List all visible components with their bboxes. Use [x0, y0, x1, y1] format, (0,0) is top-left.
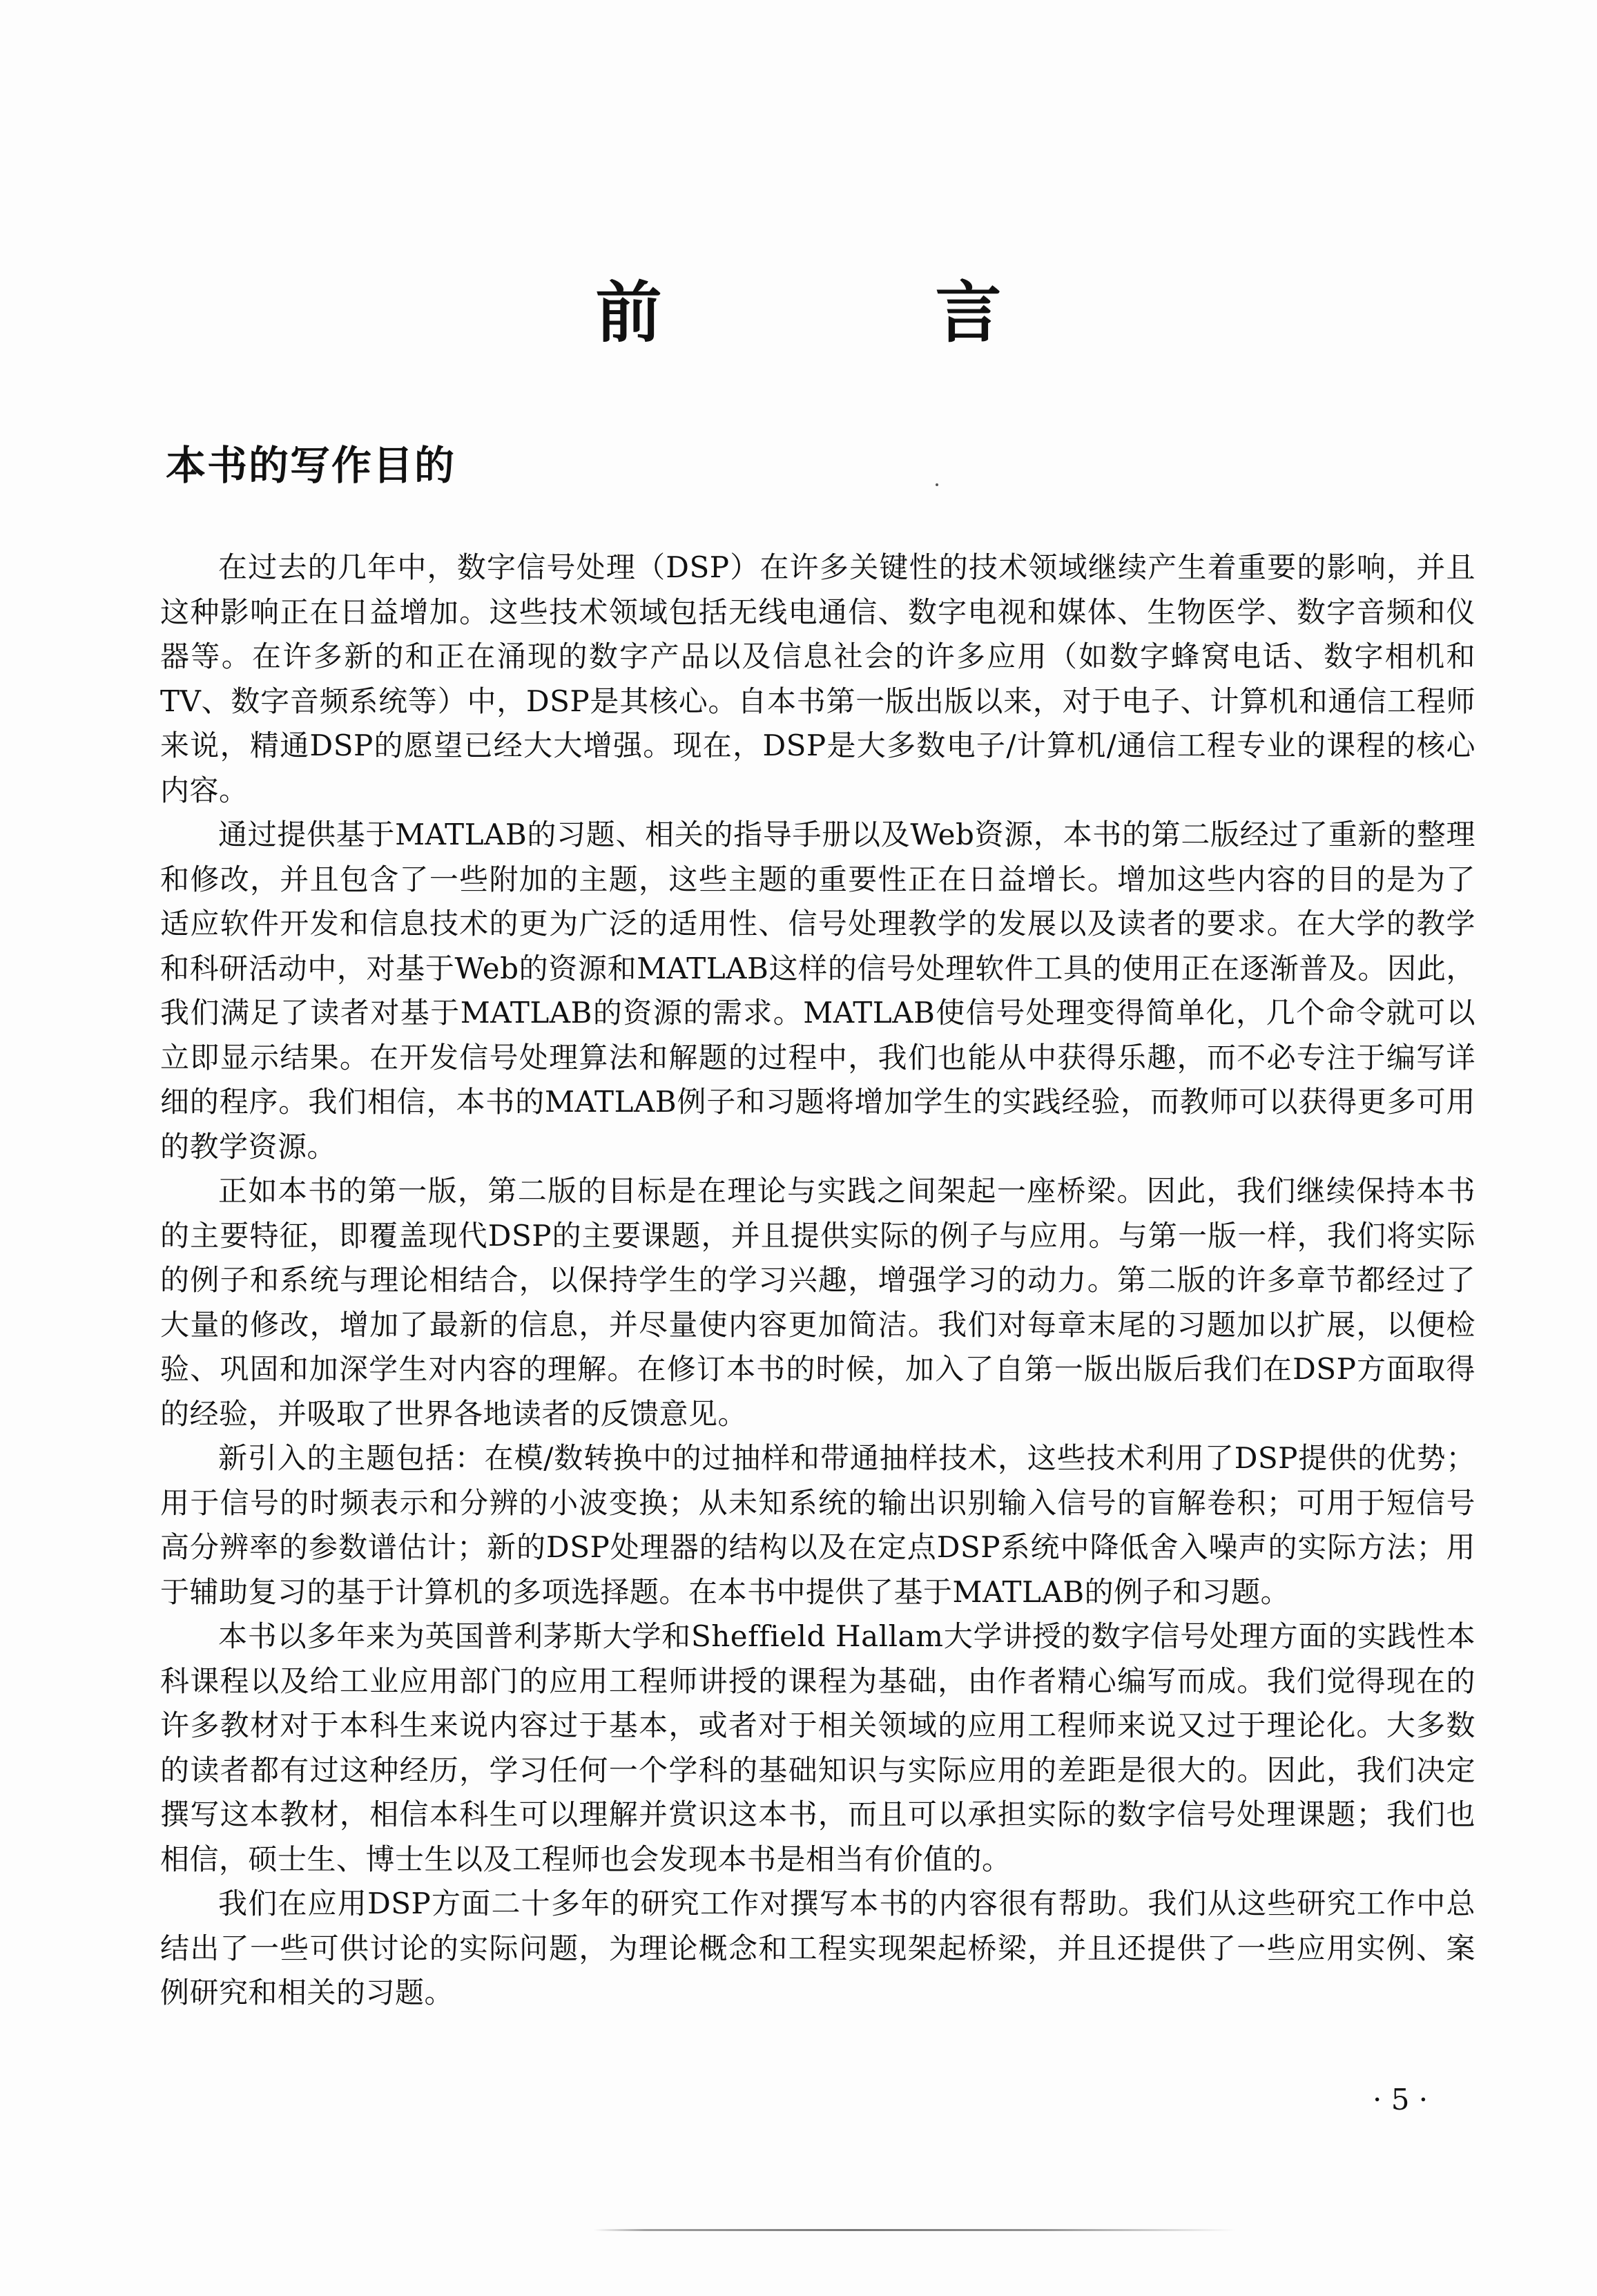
page-number: · 5 · — [1373, 2083, 1429, 2116]
paragraph-6: 我们在应用DSP方面二十多年的研究工作对撰写本书的内容很有帮助。我们从这些研究工作中总结出了一些可供讨论的实际问题，为理论概念和工程实现架起桥梁，并且还提供了一些应用实例、案例研究和相关的习题。 — [160, 1887, 1475, 2009]
paragraph-1: 在过去的几年中，数字信号处理（DSP）在许多关键性的技术领域继续产生着重要的影响，并且这种影响正在日益增加。这些技术领域包括无线电通信、数字电视和媒体、生物医学、数字音频和仪器等。在许多新的和正在涌现的数字产品以及信息社会的许多应用（如数字蜂窝电话、数字相机和TV、数字音频系统等）中，DSP是其核心。自本书第一版出版以来，对于电子、计算机和通信工程师来说，精通DSP的愿望已经大大增强。现在，DSP是大多数电子/计算机/通信工程专业的课程的核心内容。 — [160, 550, 1475, 807]
paragraph-3: 正如本书的第一版，第二版的目标是在理论与实践之间架起一座桥梁。因此，我们继续保持本书的主要特征，即覆盖现代DSP的主要课题，并且提供实际的例子与应用。与第一版一样，我们将实际的例子和系统与理论相结合，以保持学生的学习兴趣，增强学习的动力。第二版的许多章节都经过了大量的修改，增加了最新的信息，并尽量使内容更加简洁。我们对每章末尾的习题加以扩展，以便检验、巩固和加深学生对内容的理解。在修订本书的时候，加入了自第一版出版后我们在DSP方面取得的经验，并吸取了世界各地读者的反馈意见。 — [160, 1174, 1475, 1431]
scan-speck — [936, 483, 938, 486]
body-text — [160, 546, 1475, 2016]
paragraph-2: 通过提供基于MATLAB的习题、相关的指导手册以及Web资源，本书的第二版经过了重新的整理和修改，并且包含了一些附加的主题，这些主题的重要性正在日益增长。增加这些内容的目的是为了适应软件开发和信息技术的更为广泛的适用性、信号处理教学的发展以及读者的要求。在大学的教学和科研活动中，对基于Web的资源和MATLAB这样的信号处理软件工具的使用正在逐渐普及。因此，我们满足了读者对基于MATLAB的资源的需求。MATLAB使信号处理变得简单化，几个命令就可以立即显示结果。在开发信号处理算法和解题的过程中，我们也能从中获得乐趣，而不必专注于编写详细的程序。我们相信，本书的MATLAB例子和习题将增加学生的实践经验，而教师可以获得更多可用的教学资源。 — [160, 818, 1475, 1164]
section-heading: 本书的写作目的 — [166, 442, 456, 489]
paragraph-4: 新引入的主题包括：在模/数转换中的过抽样和带通抽样技术，这些技术利用了DSP提供的优势；用于信号的时频表示和分辨的小波变换；从未知系统的输出识别输入信号的盲解卷积；可用于短信号高分辨率的参数谱估计；新的DSP处理器的结构以及在定点DSP系统中降低舍入噪声的实际方法；用于辅助复习的基于计算机的多项选择题。在本书中提供了基于MATLAB的例子和习题。 — [160, 1441, 1475, 1609]
scan-artifact-line — [594, 2229, 1236, 2231]
paragraph-5: 本书以多年来为英国普利茅斯大学和Sheffield Hallam大学讲授的数字信号处理方面的实践性本科课程以及给工业应用部门的应用工程师讲授的课程为基础，由作者精心编写而成。我们觉得现在的许多教材对于本科生来说内容过于基本，或者对于相关领域的应用工程师来说又过于理论化。大多数的读者都有过这种经历，学习任何一个学科的基础知识与实际应用的差距是很大的。因此，我们决定撰写这本教材，相信本科生可以理解并赏识这本书，而且可以承担实际的数字信号处理课题；我们也相信，硕士生、博士生以及工程师也会发现本书是相当有价值的。 — [160, 1619, 1475, 1876]
page-title: 前 言 — [595, 274, 1105, 351]
